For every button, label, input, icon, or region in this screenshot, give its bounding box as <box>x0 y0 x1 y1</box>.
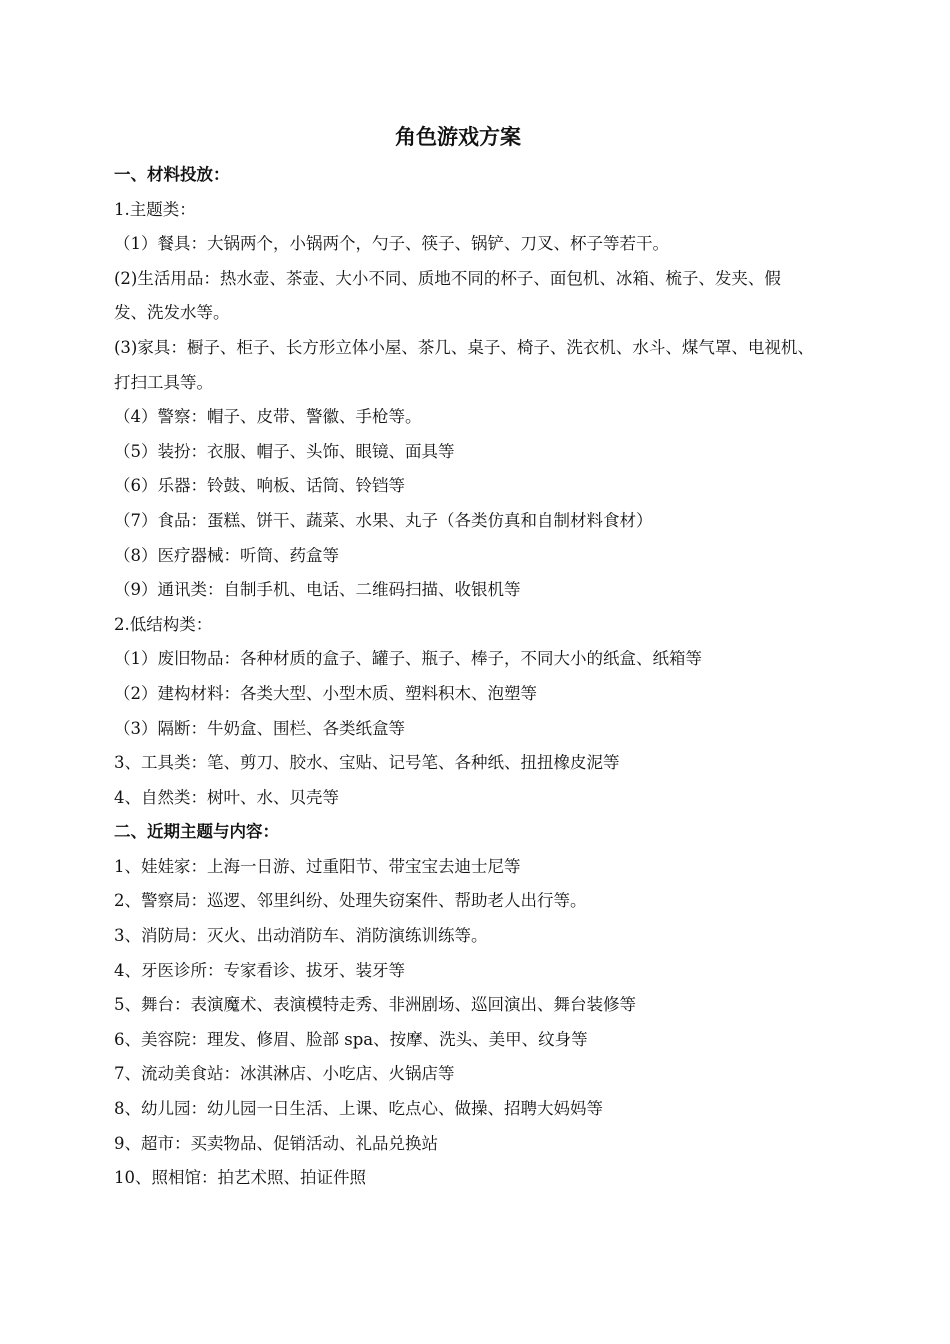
list-item: 3、消防局：灭火、出动消防车、消防演练训练等。 <box>114 926 488 946</box>
list-item: （5）装扮：衣服、帽子、头饰、眼镜、面具等 <box>114 441 455 461</box>
list-item: 5、舞台：表演魔术、表演模特走秀、非洲剧场、巡回演出、舞台装修等 <box>114 995 636 1015</box>
list-item: （9）通讯类：自制手机、电话、二维码扫描、收银机等 <box>114 580 521 600</box>
section-heading-themes: 二、近期主题与内容： <box>114 822 279 842</box>
document-title: 角色游戏方案 <box>395 124 521 149</box>
list-item: (2)生活用品：热水壶、茶壶、大小不同、质地不同的杯子、面包机、冰箱、梳子、发夹、假 <box>114 268 781 288</box>
group-label-tools: 3、工具类：笔、剪刀、胶水、宝贴、记号笔、各种纸、扭扭橡皮泥等 <box>114 753 620 773</box>
list-item: （2）建构材料：各类大型、小型木质、塑料积木、泡塑等 <box>114 683 537 703</box>
list-item: （1）废旧物品：各种材质的盒子、罐子、瓶子、棒子，不同大小的纸盒、纸箱等 <box>114 649 702 669</box>
group-label-low-structure: 2.低结构类： <box>114 614 213 634</box>
group-label-nature: 4、自然类：树叶、水、贝壳等 <box>114 787 339 807</box>
list-item: （7）食品：蛋糕、饼干、蔬菜、水果、丸子（各类仿真和自制材料食材） <box>114 510 653 530</box>
list-item: 8、幼儿园：幼儿园一日生活、上课、吃点心、做操、招聘大妈妈等 <box>114 1099 603 1119</box>
list-item: （1）餐具：大锅两个，小锅两个，勺子、筷子、锅铲、刀叉、杯子等若干。 <box>114 234 669 254</box>
document-body <box>114 158 864 1196</box>
list-item: 4、牙医诊所：专家看诊、拔牙、装牙等 <box>114 960 405 980</box>
list-item: 6、美容院：理发、修眉、脸部 spa、按摩、洗头、美甲、纹身等 <box>114 1029 588 1049</box>
section-heading-materials: 一、材料投放： <box>114 165 230 184</box>
list-item: （3）隔断：牛奶盒、围栏、各类纸盒等 <box>114 718 405 738</box>
list-item: 发、洗发水等。 <box>114 303 230 323</box>
list-item: （6）乐器：铃鼓、响板、话筒、铃铛等 <box>114 476 405 496</box>
list-item: 打扫工具等。 <box>114 372 213 392</box>
list-item: 9、超市：买卖物品、促销活动、礼品兑换站 <box>114 1133 438 1153</box>
list-item: 7、流动美食站：冰淇淋店、小吃店、火锅店等 <box>114 1064 455 1084</box>
list-item: （4）警察：帽子、皮带、警徽、手枪等。 <box>114 407 422 427</box>
list-item: (3)家具：橱子、柜子、长方形立体小屋、茶几、桌子、椅子、洗衣机、水斗、煤气罩、电视机、 <box>114 337 814 357</box>
list-item: 2、警察局：巡逻、邻里纠纷、处理失窃案件、帮助老人出行等。 <box>114 891 587 911</box>
list-item: 10、照相馆：拍艺术照、拍证件照 <box>114 1168 366 1188</box>
group-label-theme: 1.主题类： <box>114 199 196 219</box>
list-item: （8）医疗器械：听筒、药盒等 <box>114 545 339 565</box>
list-item: 1、娃娃家：上海一日游、过重阳节、带宝宝去迪士尼等 <box>114 856 521 876</box>
